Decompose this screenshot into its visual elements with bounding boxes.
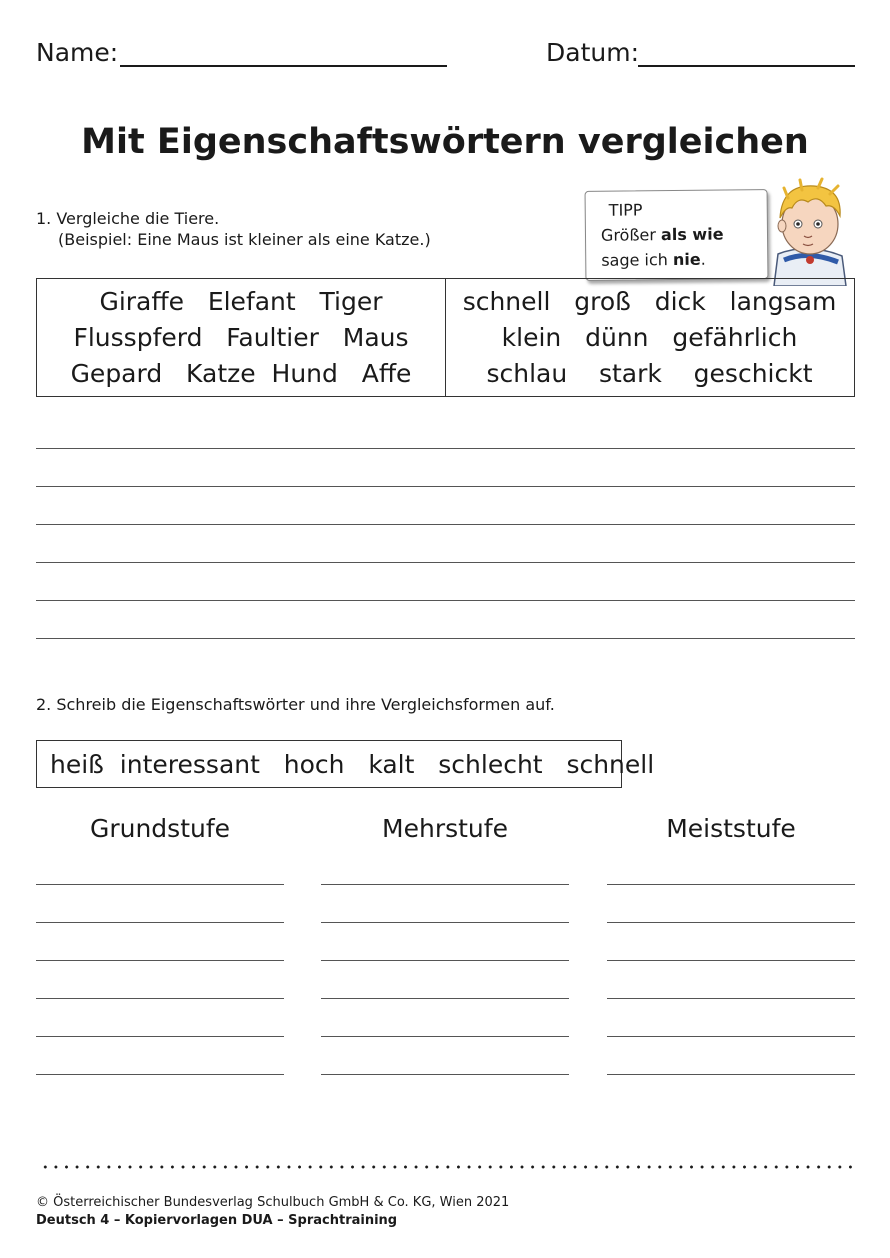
footer-copyright: © Österreichischer Bundesverlag Schulbuch GmbH & Co. KG, Wien 2021 [36, 1195, 510, 1210]
date-field[interactable] [638, 65, 855, 67]
writing-line[interactable] [36, 486, 855, 487]
adjectives-list [446, 279, 853, 396]
task1-example: (Beispiel: Eine Maus ist kleiner als eine Katze.) [58, 230, 431, 249]
grundstufe-line[interactable] [36, 998, 284, 999]
animals-list [37, 279, 446, 396]
mehrstufe-line[interactable] [321, 922, 569, 923]
adjectives-row: klein dünn gefährlich [501, 322, 798, 352]
page-title: Mit Eigenschaftswörtern vergleichen [81, 122, 809, 162]
name-field[interactable] [120, 65, 447, 67]
meiststufe-line[interactable] [607, 884, 855, 885]
animals-row: Giraffe Elefant Tiger [99, 286, 383, 316]
writing-line[interactable] [36, 638, 855, 639]
writing-line[interactable] [36, 448, 855, 449]
task2-word-box: heiß interessant hoch kalt schlecht schnell [36, 740, 622, 788]
name-label: Name: [36, 38, 119, 67]
grundstufe-line[interactable] [36, 884, 284, 885]
animals-row: Flusspferd Faultier Maus [73, 322, 409, 352]
tip-heading: TIPP [608, 200, 643, 220]
tip-card [585, 189, 769, 281]
mehrstufe-line[interactable] [321, 884, 569, 885]
footer-series: Deutsch 4 – Kopiervorlagen DUA – Sprachtraining [36, 1213, 398, 1228]
tip-line-2-bold: nie [672, 249, 701, 270]
grundstufe-line[interactable] [36, 960, 284, 961]
meiststufe-line[interactable] [607, 1074, 855, 1075]
tip-line-1-bold: als wie [660, 224, 724, 245]
column-header-mehrstufe: Mehrstufe [382, 814, 508, 843]
adjectives-row: schlau stark geschickt [486, 358, 813, 388]
grundstufe-line[interactable] [36, 922, 284, 923]
task1-instruction: 1. Vergleiche die Tiere. [36, 209, 220, 228]
column-header-grundstufe: Grundstufe [89, 814, 231, 843]
meiststufe-line[interactable] [607, 922, 855, 923]
task1-instructions [36, 208, 431, 250]
meiststufe-line[interactable] [607, 1036, 855, 1037]
date-label: Datum: [546, 38, 639, 67]
tip-line-1 [601, 221, 767, 248]
column-header-meiststufe: Meiststufe [666, 814, 796, 843]
grundstufe-line[interactable] [36, 1074, 284, 1075]
meiststufe-line[interactable] [607, 960, 855, 961]
writing-line[interactable] [36, 524, 855, 525]
adjectives-row: schnell groß dick langsam [462, 286, 837, 316]
child-illustration-icon [768, 176, 848, 286]
mehrstufe-line[interactable] [321, 960, 569, 961]
word-box [36, 278, 855, 397]
tip-line-2-text: sage ich [601, 250, 674, 270]
writing-line[interactable] [36, 600, 855, 601]
tip-line-1-text: Größer [600, 225, 662, 245]
task2-instruction: 2. Schreib die Eigenschaftswörter und ihre Vergleichsformen auf. [36, 695, 555, 714]
tip-line-2-end: . [700, 249, 706, 269]
tip-line-2 [601, 246, 767, 273]
dotted-divider [40, 1165, 852, 1169]
animals-row: Gepard Katze Hund Affe [70, 358, 412, 388]
meiststufe-line[interactable] [607, 998, 855, 999]
mehrstufe-line[interactable] [321, 1036, 569, 1037]
grundstufe-line[interactable] [36, 1036, 284, 1037]
mehrstufe-line[interactable] [321, 1074, 569, 1075]
writing-line[interactable] [36, 562, 855, 563]
mehrstufe-line[interactable] [321, 998, 569, 999]
